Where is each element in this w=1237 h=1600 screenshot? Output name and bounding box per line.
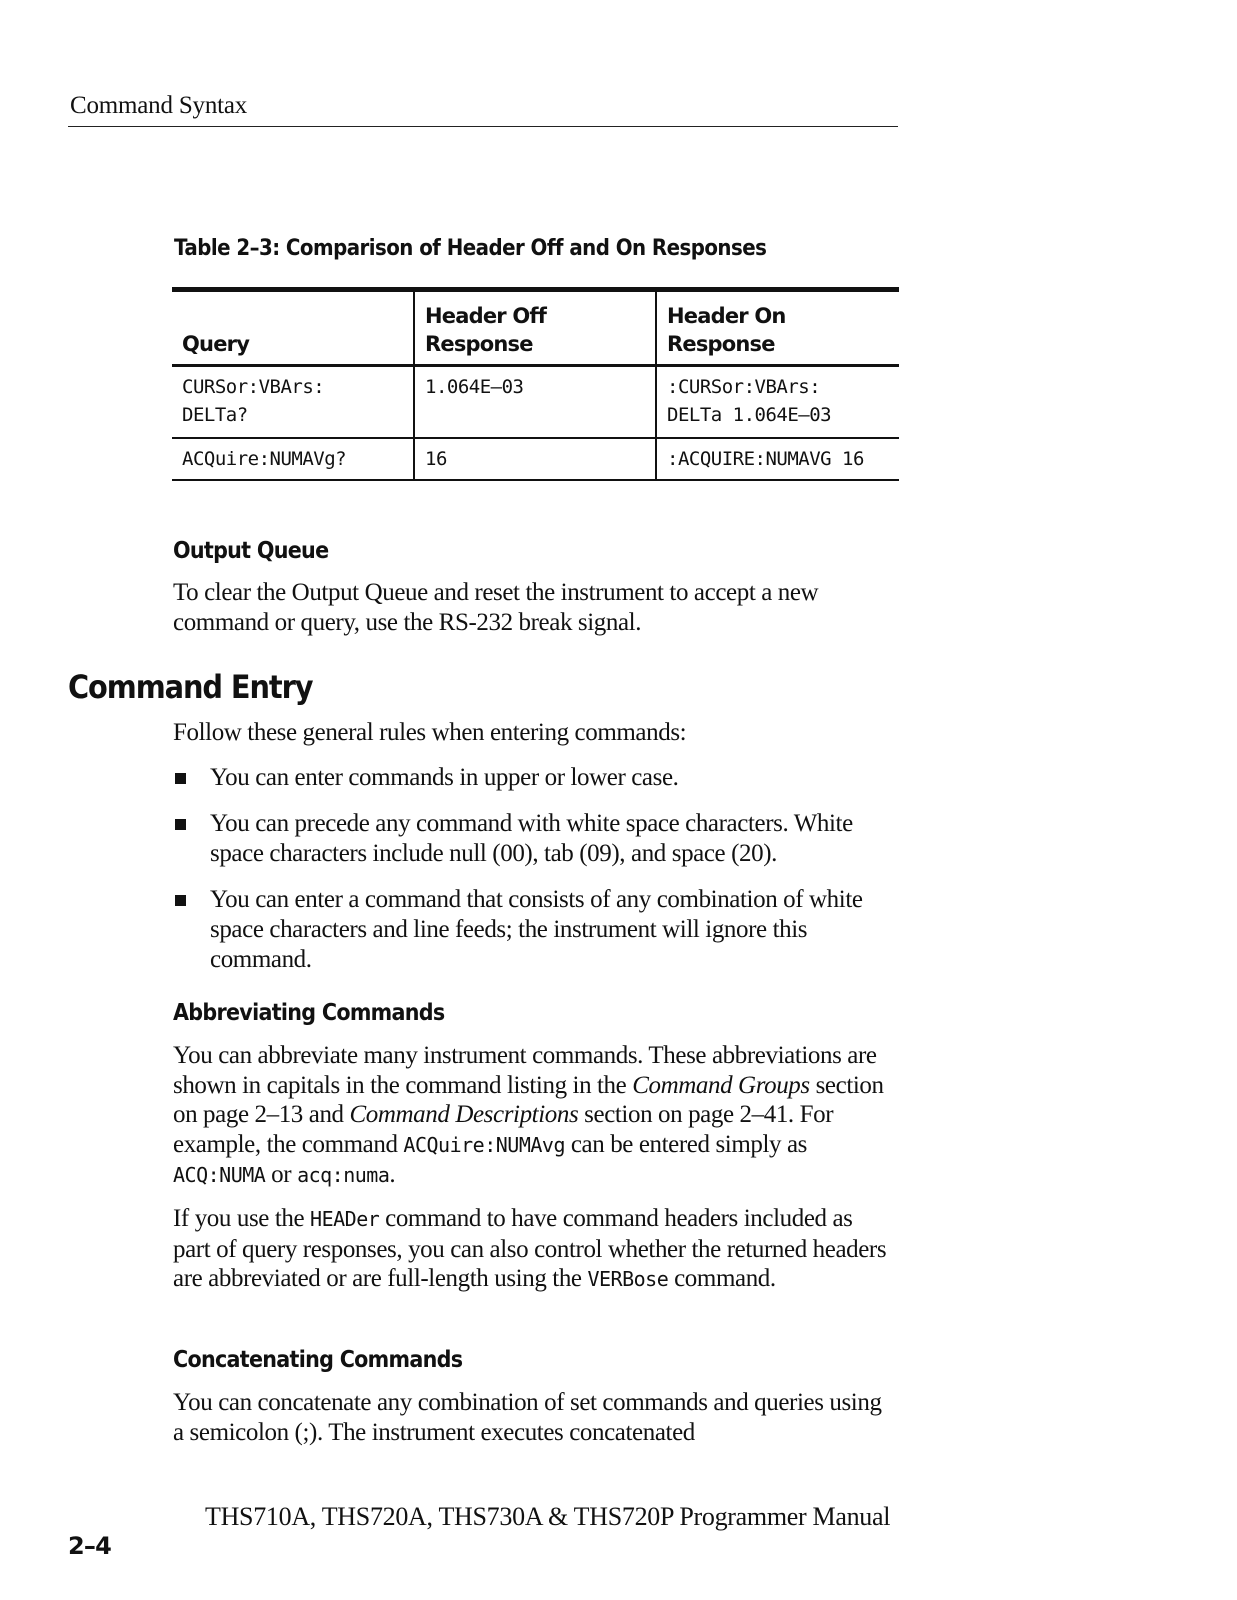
list-item-text: You can enter a command that consists of any combination of white space characters and line feeds; the instrument will ignore this command. (210, 886, 863, 973)
table-row (172, 438, 899, 480)
text-run: . (389, 1161, 396, 1188)
header-line: Header Off (425, 304, 547, 328)
cell-line: DELTa? (182, 404, 248, 426)
text-run: command. (668, 1265, 776, 1292)
cell-line: :ACQUIRE:NUMAVG 16 (667, 448, 864, 470)
text-run: or (265, 1161, 298, 1188)
list-item-text: You can precede any command with white space characters. White space characters include null (00), tab (09), and space (20). (210, 810, 853, 867)
footer-manual-title: THS710A, THS720A, THS730A & THS720P Programmer Manual (205, 1502, 891, 1531)
header-on-cell (656, 438, 899, 480)
text-run-italic: Command Descriptions (349, 1101, 579, 1128)
list-item (173, 885, 893, 975)
code-text: acq:numa (297, 1163, 390, 1187)
query-cell (172, 438, 414, 480)
command-entry-heading: Command Entry (68, 668, 313, 706)
command-entry-intro: Follow these general rules when entering commands: (173, 719, 687, 746)
text-run: can be entered simply as (565, 1130, 807, 1158)
abbreviating-heading: Abbreviating Commands (173, 1000, 445, 1026)
bullet-square-icon (175, 895, 186, 906)
abbreviating-paragraph-2 (173, 1204, 893, 1295)
text-run: section on page 2–41. For example, the command (173, 1101, 834, 1158)
output-queue-heading: Output Queue (173, 538, 329, 564)
concatenating-heading: Concatenating Commands (173, 1347, 463, 1373)
table-row (172, 366, 899, 439)
header-off-cell (414, 366, 656, 439)
text-run: section on page 2–13 and (173, 1071, 884, 1128)
cell-line: CURSor:VBArs: (182, 376, 325, 398)
code-text: HEADer (310, 1207, 380, 1231)
table-caption: Table 2–3: Comparison of Header Off and On Responses (174, 236, 767, 261)
cell-line: :CURSor:VBArs: (667, 376, 821, 398)
list-item-text: You can enter commands in upper or lower case. (210, 764, 679, 791)
code-text: ACQuire:NUMAvg (403, 1132, 565, 1157)
cell-line: ACQuire:NUMAVg? (182, 448, 347, 470)
column-header-on (656, 290, 899, 366)
bullet-square-icon (175, 819, 186, 830)
code-text: VERBose (587, 1267, 669, 1291)
header-off-cell (414, 438, 656, 480)
code-text: ACQ:NUMA (173, 1163, 266, 1187)
list-item (173, 809, 893, 869)
text-run: If you use the (173, 1205, 311, 1232)
header-rule (68, 126, 898, 127)
cell-line: 1.064E–03 (425, 376, 524, 398)
running-header: Command Syntax (70, 92, 248, 119)
output-queue-text: To clear the Output Queue and reset the instrument to accept a new command or query, use the RS-232 break signal. (173, 579, 819, 636)
cell-line: 16 (425, 448, 447, 470)
header-line: Header On (667, 304, 786, 328)
bullet-square-icon (175, 773, 186, 784)
abbreviating-paragraph-1 (173, 1041, 893, 1191)
response-comparison-table (172, 287, 899, 481)
text-run: You can abbreviate many instrument commands. These abbreviations are shown in capitals in the command listing in the (173, 1042, 877, 1099)
table-header-row (172, 290, 899, 366)
list-item (173, 763, 893, 793)
header-line: Query (182, 332, 250, 356)
page-number: 2–4 (68, 1532, 111, 1560)
header-line: Response (667, 332, 775, 356)
concatenating-text: You can concatenate any combination of set commands and queries using a semicolon (;). The instrument executes concatenated (173, 1389, 882, 1446)
cell-line: DELTa 1.064E–03 (667, 404, 832, 426)
header-line: Response (425, 332, 533, 356)
text-run: command to have command headers included as part of query responses, you can also control whether the returned headers are abbreviated or are full-length using the (173, 1205, 887, 1292)
header-on-cell (656, 366, 899, 439)
column-header-off (414, 290, 656, 366)
text-run-italic: Command Groups (632, 1071, 810, 1099)
query-cell (172, 366, 414, 439)
column-header-query (172, 290, 414, 366)
